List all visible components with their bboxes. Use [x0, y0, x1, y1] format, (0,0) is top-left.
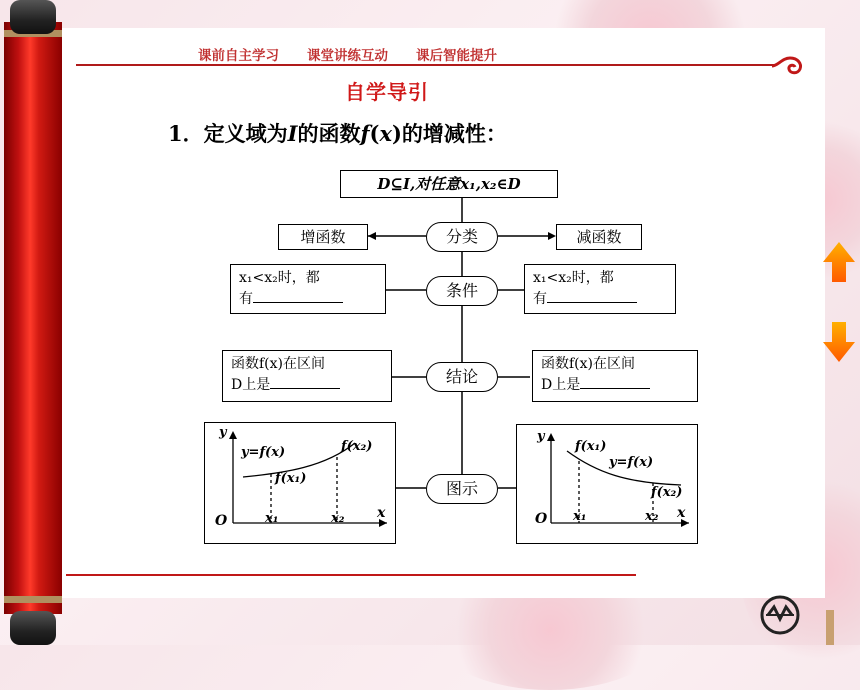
heading-paren: ): [391, 121, 402, 146]
graph-x1: x₁: [573, 509, 587, 524]
decreasing-graph-box: [516, 424, 698, 544]
condition-prefix: 有: [239, 291, 253, 307]
section-title: 自学导引: [345, 80, 429, 104]
answer-blank[interactable]: [270, 387, 340, 389]
graph-x-label: x: [377, 505, 386, 521]
increasing-conclusion-box: [222, 350, 392, 402]
graph-point-1: f(x₁): [575, 439, 607, 454]
condition-line-2: [533, 289, 667, 310]
graph-x2: x₂: [645, 509, 659, 524]
graph-y-label: y: [537, 429, 545, 444]
increasing-condition-box: [230, 264, 386, 314]
answer-blank[interactable]: [580, 387, 650, 389]
graph-x1: x₁: [265, 511, 279, 526]
heading-func: f: [360, 121, 370, 146]
heading-prefix: 定义域为: [203, 121, 288, 146]
graph-curve-label: y=f(x): [241, 445, 286, 460]
decreasing-conclusion-box: [532, 350, 698, 402]
conclusion-line-1: 函数f(x)在区间: [541, 356, 636, 372]
conclusion-line-2: [541, 375, 689, 396]
heading-number: 1．: [168, 121, 204, 146]
up-arrow-icon[interactable]: [821, 240, 857, 284]
condition-line-1: x₁<x₂时，都: [239, 270, 320, 286]
nav-item-after-class[interactable]: 课后智能提升: [416, 48, 497, 64]
graph-x-label: x: [677, 505, 686, 521]
graph-point-2: f(x₂): [341, 439, 373, 454]
node-figure: 图示: [426, 474, 498, 504]
graph-point-2: f(x₂): [651, 485, 683, 500]
down-arrow-icon[interactable]: [821, 320, 857, 364]
graph-y-label: y: [219, 425, 227, 440]
graph-x2: x₂: [331, 511, 345, 526]
nav-item-preview[interactable]: 课前自主学习: [198, 48, 279, 64]
nav-item-classroom[interactable]: 课堂讲练互动: [307, 48, 388, 64]
decreasing-function-box: 减函数: [556, 224, 642, 250]
node-condition: 条件: [426, 276, 498, 306]
footer-divider: [66, 574, 636, 576]
graph-curve-label: y=f(x): [609, 455, 654, 470]
node-conclusion: 结论: [426, 362, 498, 392]
heading-suffix: 的增减性：: [401, 121, 507, 146]
conclusion-line-1: 函数f(x)在区间: [231, 356, 326, 372]
graph-origin: O: [535, 511, 548, 527]
corner-strip: [826, 610, 834, 645]
conclusion-prefix: D上是: [541, 377, 581, 393]
condition-prefix: 有: [533, 291, 547, 307]
heading-arg: x: [379, 121, 392, 146]
graph-point-1: f(x₁): [275, 471, 307, 486]
heading-var: I: [287, 121, 298, 146]
condition-line-2: [239, 289, 377, 310]
answer-blank[interactable]: [253, 301, 343, 303]
condition-line-1: x₁<x₂时，都: [533, 270, 614, 286]
conclusion-prefix: D上是: [231, 377, 271, 393]
node-classify: 分类: [426, 222, 498, 252]
logo-icon: [760, 595, 800, 635]
heading-paren: (: [369, 121, 380, 146]
increasing-function-box: 增函数: [278, 224, 368, 250]
decreasing-condition-box: [524, 264, 676, 314]
domain-condition-box: D⊆I,对任意x₁,x₂∈D: [340, 170, 558, 198]
answer-blank[interactable]: [547, 301, 637, 303]
increasing-graph-box: [204, 422, 396, 544]
heading-middle: 的函数: [297, 121, 361, 146]
conclusion-line-2: [231, 375, 383, 396]
graph-origin: O: [215, 513, 228, 529]
